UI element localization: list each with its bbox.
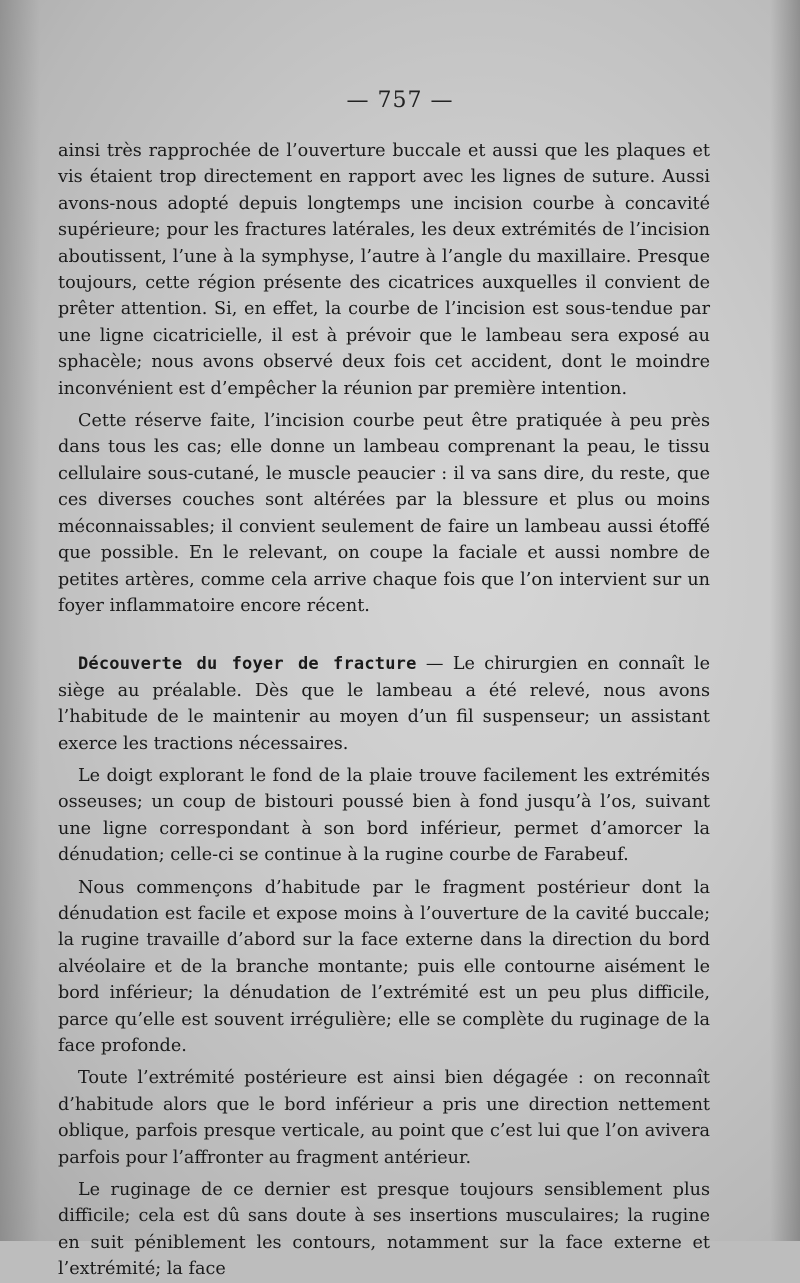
paragraph-1: ainsi très rapprochée de l’ouverture buccale et aussi que les plaques et vis étaient trop directement en rapport avec les lignes de suture. Aussi avons-nous adopté depuis longtemps une incision courbe à concavité supérieure; pour les fractures latérales, les deux extrémités de l’incision aboutissent, l’une à la symphyse, l’autre à l’angle du maxillaire. Presque toujours, cette région présente des cicatrices auxquelles il convient de prêter attention. Si, en effet, la courbe de l’incision est sous-tendue par une ligne cicatricielle, il est à prévoir que le lambeau sera exposé au sphacèle; nous avons observé deux fois cet accident, dont le moindre inconvénient est d’empêcher la réunion par première intention. xyxy=(58,141,710,399)
section-fracture-discovery xyxy=(58,651,710,1282)
section-paragraph-1: Le doigt explorant le fond de la plaie trouve facilement les extrémités osseuses; un coup de bistouri poussé bien à fond jusqu’à l’os, suivant une ligne correspondant à son bord inférieur, permet d’amorcer la dénudation; celle-ci se continue à la rugine courbe de Farabeuf. xyxy=(58,765,710,866)
section-intro: — Le chirurgien en connaît le siège au préalable. Dès que le lambeau a été relevé, nous avons l’habitude de le maintenir au moyen d’un fil suspenseur; un assistant exerce les tractions nécessaires. xyxy=(58,654,711,754)
section-title: Découverte du foyer de fracture xyxy=(78,654,417,675)
paragraph-2: Cette réserve faite, l’incision courbe peut être pratiquée à peu près dans tous les cas; elle donne un lambeau comprenant la peau, le tissu cellulaire sous-cutané, le muscle peaucier : il va sans dire, du reste, que ces diverses couches sont altérées par la blessure et plus ou moins méconnaissables; il convient seulement de faire un lambeau aussi étoffé que possible. En le relevant, on coupe la faciale et aussi nombre de petites artères, comme cela arrive chaque fois que l’on intervient sur un foyer inflammatoire encore récent. xyxy=(58,411,710,616)
page-number: — 757 — xyxy=(346,88,454,113)
page-shadow-right xyxy=(770,0,800,1241)
page-shadow-left xyxy=(0,0,40,1241)
section-paragraph-2: Nous commençons d’habitude par le fragment postérieur dont la dénudation est facile et expose moins à l’ouverture de la cavité buccale; la rugine travaille d’abord sur la face externe dans la direction du bord alvéolaire et de la branche montante; puis elle contourne aisément le bord inférieur; la dénudation de l’extrémité est un peu plus difficile, parce qu’elle est souvent irrégulière; elle se complète du ruginage de la face profonde. xyxy=(58,877,710,1056)
section-paragraph-3: Toute l’extrémité postérieure est ainsi bien dégagée : on reconnaît d’habitude alors que le bord inférieur a pris une direction nettement oblique, parfois presque verticale, au point que c’est lui que l’on avivera parfois pour l’affronter au fragment antérieur. xyxy=(58,1068,710,1168)
section-intro-paragraph xyxy=(58,651,710,757)
section-paragraph-4: Le ruginage de ce dernier est presque toujours sensiblement plus difficile; cela est dû sans doute à ses insertions musculaires; la rugine en suit péniblement les contours, notamment sur la face externe et l’extrémité; la face xyxy=(58,1180,710,1280)
body-text xyxy=(58,138,710,1283)
